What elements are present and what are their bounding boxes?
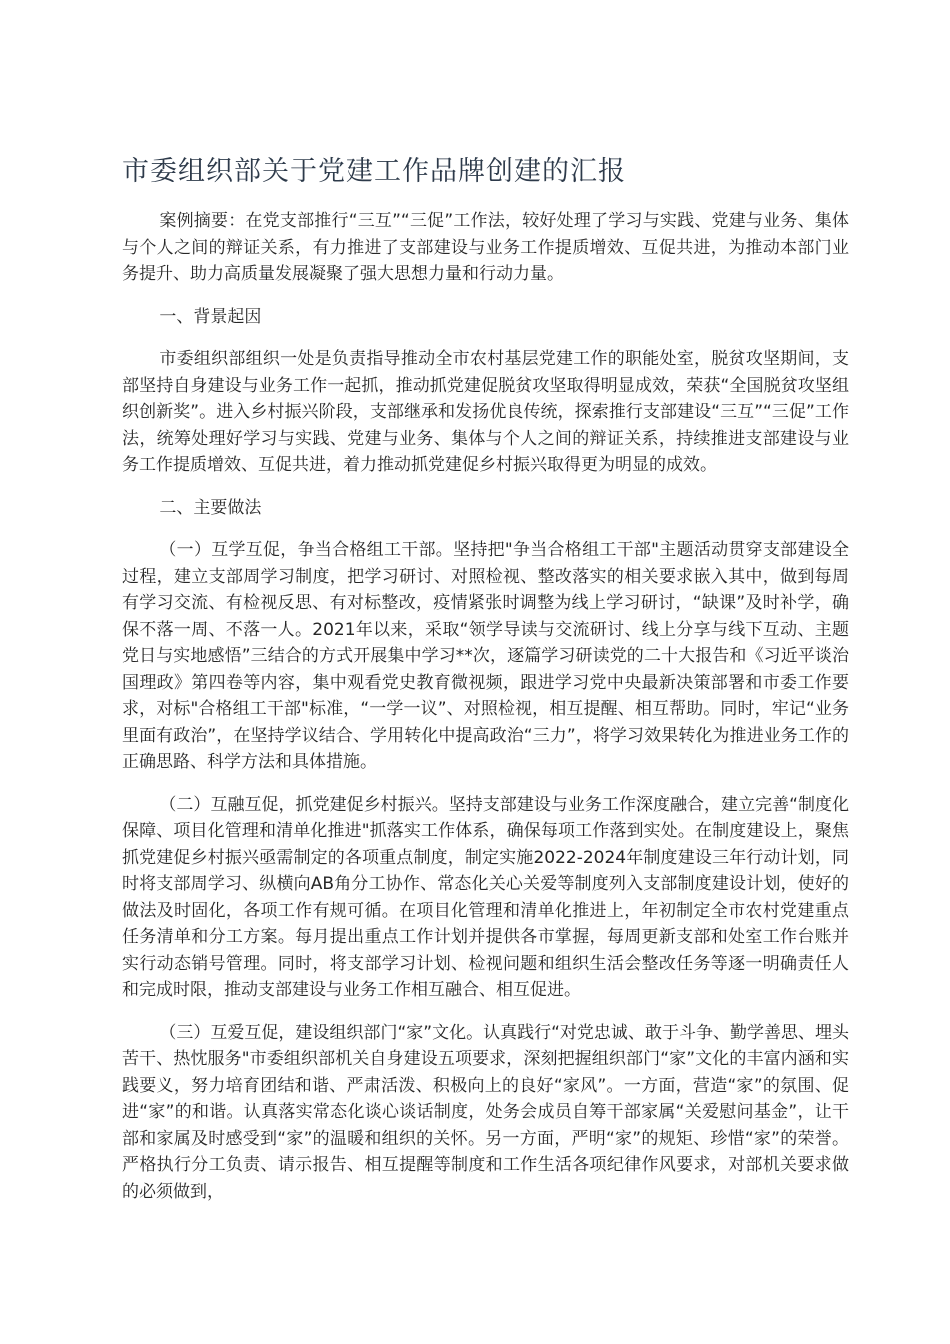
- document-body: [122, 208, 849, 1221]
- section-heading-main-practices: 二、主要做法: [159, 497, 262, 518]
- background-paragraph: 市委组织部组织一处是负责指导推动全市农村基层党建工作的职能处室，脱贫攻坚期间，支部坚持自身建设与业务工作一起抓，推动抓党建促脱贫攻坚取得明显成效，荣获“全国脱贫攻坚组织创新奖”。进入乡村振兴阶段，支部继承和发扬优良传统，探索推行支部建设“三互”“三促”工作法，统筹处理好学习与实践、党建与业务、集体与个人之间的辩证关系，持续推进支部建设与业务工作提质增效、互促共进，着力推动抓党建促乡村振兴取得更为明显的成效。: [122, 349, 849, 475]
- practice-3-lead: （三）互爱互促，建设组织部门“家”文化。: [159, 1022, 484, 1043]
- practice-2-body: 坚持支部建设与业务工作深度融合，建立完善“制度化保障、项目化管理和清单化推进"抓落实工作体系，确保每项工作落到实处。在制度建设上，聚焦抓党建促乡村振兴亟需制定的各项重点制度，制定实施2022-2024年制度建设三年行动计划，同时将支部周学习、纵横向AB角分工协作、常态化关心关爱等制度列入支部制度建设计划，使好的做法及时固化，各项工作有规可循。在项目化管理和清单化推进上，年初制定全市农村党建重点任务清单和分工方案。每月提出重点工作计划并提供各市掌握，每周更新支部和处室工作台账并实行动态销号管理。同时，将支部学习计划、检视问题和组织生活会整改任务等逐一明确责任人和完成时限，推动支部建设与业务工作相互融合、相互促进。: [122, 794, 849, 1000]
- practice-paragraph-2: [122, 792, 849, 1004]
- practice-3-body: 认真践行“对党忠诚、敢于斗争、勤学善思、埋头苦干、热忱服务"市委组织部机关自身建设五项要求，深刻把握组织部门“家”文化的丰富内涵和实践要义，努力培育团结和谐、严肃活泼、积极向上的良好“家风”。一方面，营造“家”的氛围、促进“家”的和谐。认真落实常态化谈心谈话制度，处务会成员自筹干部家属“关爱慰问基金”，让干部和家属及时感受到“家”的温暖和组织的关怀。另一方面，严明“家”的规矩、珍惜“家”的荣誉。严格执行分工负责、请示报告、相互提醒等制度和工作生活各项纪律作风要求，对部机关要求做的必须做到，: [122, 1022, 849, 1202]
- practice-2-lead: （二）互融互促，抓党建促乡村振兴。: [159, 794, 449, 815]
- practice-1-body: 坚持把"争当合格组工干部"主题活动贯穿支部建设全过程，建立支部周学习制度，把学习研讨、对照检视、整改落实的相关要求嵌入其中，做到每周有学习交流、有检视反思、有对标整改，疫情紧张时调整为线上学习研讨，“缺课”及时补学，确保不落一周、不落一人。2021年以来，采取“领学导读与交流研讨、线上分享与线下互动、主题党日与实地感悟”三结合的方式开展集中学习**次，逐篇学习研读党的二十大报告和《习近平谈治国理政》第四卷等内容，集中观看党史教育微视频，跟进学习党中央最新决策部署和市委工作要求，对标"合格组工干部"标准，“一学一议”、对照检视，相互提醒、相互帮助。同时，牢记“业务里面有政治”，在坚持学议结合、学用转化中提高政治“三力”，将学习效果转化为推进业务工作的正确思路、科学方法和具体措施。: [122, 540, 850, 772]
- section-heading-background: 一、背景起因: [159, 306, 262, 327]
- document-title: 市委组织部关于党建工作品牌创建的汇报: [122, 156, 626, 187]
- practice-paragraph-3: [122, 1020, 849, 1206]
- abstract-paragraph: 案例摘要：在党支部推行“三互”“三促”工作法，较好处理了学习与实践、党建与业务、集体与个人之间的辩证关系，有力推进了支部建设与业务工作提质增效、互促共进，为推动本部门业务提升、助力高质量发展凝聚了强大思想力量和行动力量。: [122, 211, 849, 284]
- practice-paragraph-1: [122, 537, 849, 776]
- practice-1-lead: （一）互学互促，争当合格组工干部。: [159, 540, 454, 560]
